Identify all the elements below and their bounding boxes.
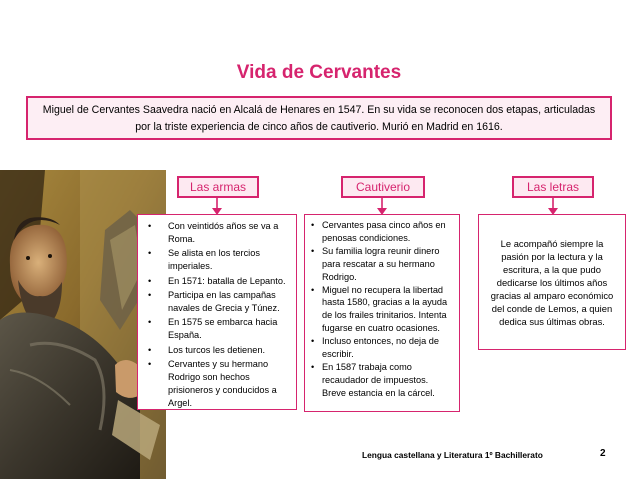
section-header-cautiverio: Cautiverio bbox=[341, 176, 425, 198]
list-item: • Los turcos les detienen. bbox=[142, 344, 290, 357]
list-item: • Cervantes y su hermano Rodrigo son hechos prisioneros y conducidos a Argel. bbox=[142, 358, 290, 410]
armas-list bbox=[142, 220, 290, 410]
cautiverio-list bbox=[311, 219, 454, 400]
intro-box bbox=[26, 96, 612, 140]
list-item: • En 1587 trabaja como recaudador de impuestos. Breve estancia en la cárcel. bbox=[311, 361, 454, 400]
page-number: 2 bbox=[600, 448, 606, 459]
list-item: • Miguel no recupera la libertad hasta 1580, gracias a la ayuda de los frailes trinitarios. Intenta fugarse en cuatro ocasiones. bbox=[311, 284, 454, 336]
intro-line-2: por la triste experiencia de cinco años de cautiverio. Murió en Madrid en 1616. bbox=[135, 121, 503, 133]
page-title: Vida de Cervantes bbox=[236, 62, 402, 83]
cautiverio-box bbox=[304, 214, 460, 412]
list-item: • Incluso entonces, no deja de escribir. bbox=[311, 335, 454, 361]
list-item: • Participa en las campañas navales de Grecia y Túnez. bbox=[142, 289, 290, 315]
intro-line-1: Miguel de Cervantes Saavedra nació en Alcalá de Henares en 1547. En su vida se reconocen dos etapas, articuladas bbox=[42, 104, 596, 116]
list-item: • Con veintidós años se va a Roma. bbox=[142, 220, 290, 246]
section-header-letras: Las letras bbox=[512, 176, 594, 198]
list-item: • Se alista en los tercios imperiales. bbox=[142, 247, 290, 273]
course-footer: Lengua castellana y Literatura 1º Bachillerato bbox=[362, 450, 543, 460]
list-item: • En 1575 se embarca hacia España. bbox=[142, 316, 290, 342]
list-item: • Su familia logra reunir dinero para rescatar a su hermano Rodrigo. bbox=[311, 245, 454, 284]
armas-box bbox=[137, 214, 297, 410]
list-item: • En 1571: batalla de Lepanto. bbox=[142, 275, 290, 288]
letras-box: Le acompañó siempre la pasión por la lectura y la escritura, a la que pudo dedicarse los últimos años gracias al amparo económico del conde de Lemos, a quien dedica sus últimas obras. bbox=[478, 214, 626, 350]
list-item: • Cervantes pasa cinco años en penosas condiciones. bbox=[311, 219, 454, 245]
section-header-armas: Las armas bbox=[177, 176, 259, 198]
